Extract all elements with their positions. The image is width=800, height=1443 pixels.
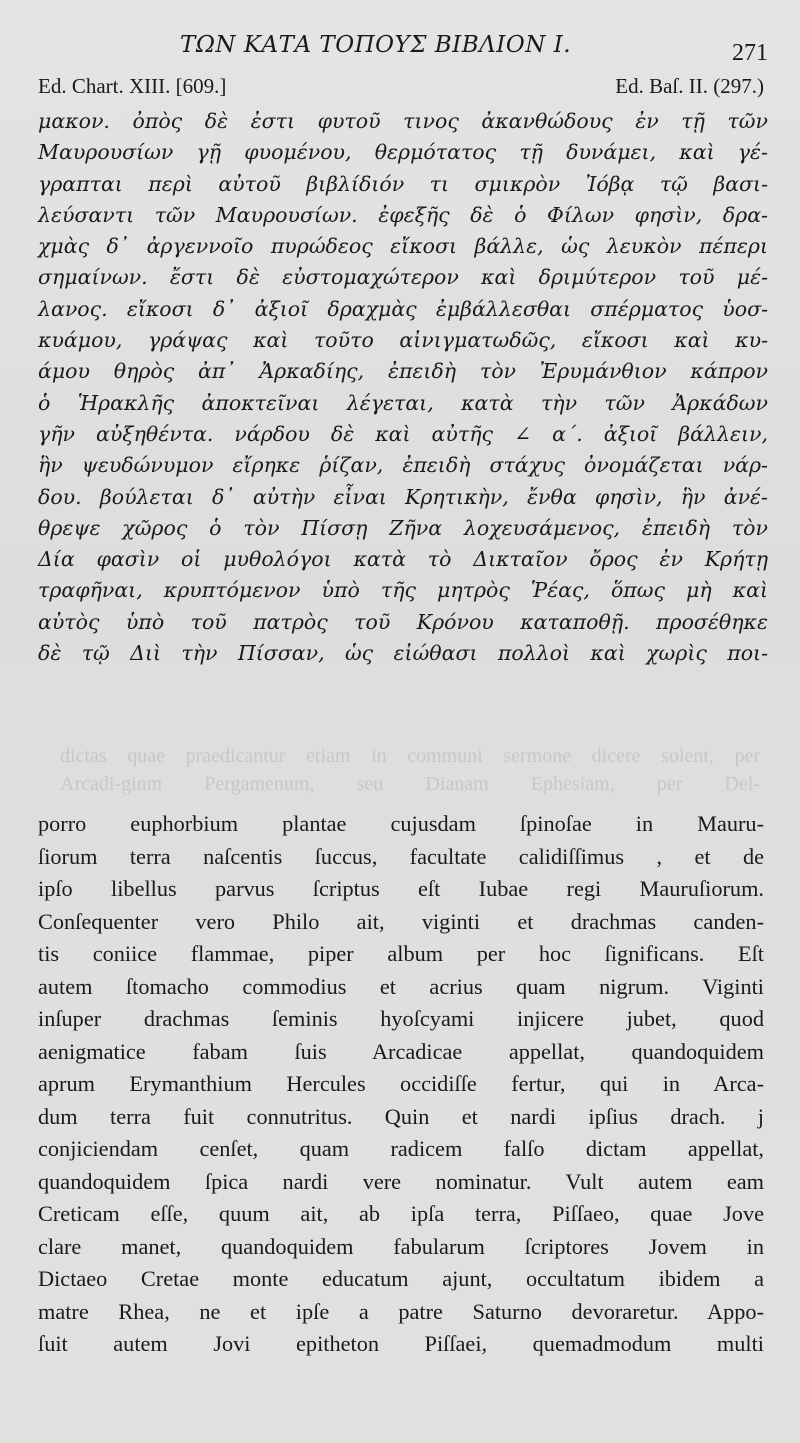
latin-line: ſiorum terra naſcentis ſuccus, facultate calidiſſimus , et de	[38, 843, 764, 869]
greek-line: λανος. εἴκοσι δ᾽ ἀξιοῖ δραχμὰς ἐμβάλλεσθαι σπέρματος ὑοσ-	[38, 296, 768, 321]
greek-line: Μαυρουσίων γῇ φυομένου, θερμότατος τῇ δυνάμει, καὶ γέ-	[38, 140, 768, 165]
greek-line: Δία φασὶν οἱ μυθολόγοι κατὰ τὸ Δικταῖον ὄρος ἐν Κρήτῃ	[38, 547, 768, 572]
greek-line: θρεψε χῶρος ὁ τὸν Πίσσῃ Ζῆνα λοχευσάμενος, ἐπειδὴ τὸν	[38, 515, 768, 540]
latin-line: conjiciendam cenſet, quam radicem falſo dictam appellat,	[38, 1136, 764, 1161]
latin-line: Conſequenter vero Philo ait, viginti et drachmas canden-	[38, 908, 764, 934]
greek-line: ἣν ψευδώνυμον εἴρηκε ῥίζαν, ἐπειδὴ στάχυς ὀνομάζεται νάρ-	[38, 453, 768, 478]
latin-text-block	[38, 808, 764, 1361]
latin-line: inſuper drachmas ſeminis hyoſcyami injicere jubet, quod	[38, 1006, 764, 1031]
greek-line: δὲ τῷ Διὶ τὴν Πίσσαν, ὡς εἰώθασι πολλοὶ καὶ χωρὶς ποι-	[38, 641, 768, 666]
latin-line: ipſo libellus parvus ſcriptus eſt Iubae regi Mauruſiorum.	[38, 876, 764, 901]
greek-line: άμου θηρὸς ἀπ᾽ Ἀρκαδίης, ἐπειδὴ τὸν Ἐρυμάνθιον κάπρον	[38, 359, 768, 384]
edition-references	[38, 74, 764, 102]
greek-line: κυάμου, γράψας καὶ τοῦτο αἰνιγματωδῶς, εἴκοσι καὶ κυ-	[38, 328, 768, 353]
latin-line: tis coniice flammae, piper album per hoc ſignificans. Eſt	[38, 941, 764, 966]
latin-line: aprum Erymanthium Hercules occidiſſe fertur, qui in Arca-	[38, 1071, 764, 1096]
greek-line: σημαίνων. ἔστι δὲ εὐστομαχώτερον καὶ δριμύτερον τοῦ μέ-	[38, 265, 768, 290]
latin-line: ſuit autem Jovi epitheton Piſſaei, quemadmodum multi	[38, 1331, 764, 1356]
show-through-line: dictas quae praedicantur etiam in communi sermone dicere solent, per	[60, 745, 760, 767]
latin-line: porro euphorbium plantae cujusdam ſpinoſae in Mauru-	[38, 811, 764, 836]
latin-line: autem ſtomacho commodius et acrius quam nigrum. Viginti	[38, 973, 764, 999]
edition-reference-left: Ed. Chart. XIII. [609.]	[38, 74, 227, 98]
greek-line: λεύσαντι τῶν Μαυρουσίων. ἐφεξῆς δὲ ὁ Φίλων φησὶν, δρα-	[38, 202, 768, 227]
show-through-line: Arcadi-ginm Pergamenum, seu Dianam Ephesiam, per Del-	[60, 773, 760, 795]
latin-line: aenigmatice fabam ſuis Arcadicae appellat, quandoquidem	[38, 1038, 764, 1064]
latin-line: matre Rhea, ne et ipſe a patre Saturno devoraretur. Appo-	[38, 1298, 764, 1324]
latin-line: Creticam eſſe, quum ait, ab ipſa terra, Piſſaeo, quae Jove	[38, 1201, 764, 1226]
greek-line: μακον. ὀπὸς δὲ ἐστι φυτοῦ τινος ἀκανθώδους ἐν τῇ τῶν	[38, 109, 768, 133]
running-title: ΤΩΝ ΚΑΤΑ ΤΟΠΟΥΣ ΒΙΒΛΙΟΝ Ι.	[180, 32, 572, 58]
edition-reference-right: Ed. Baſ. II. (297.)	[615, 74, 764, 98]
show-through-text	[60, 742, 760, 798]
greek-line: αὐτὸς ὑπὸ τοῦ πατρὸς τοῦ Κρόνου καταποθῇ. προσέθηκε	[38, 609, 768, 634]
greek-line: ὁ Ἡρακλῆς ἀποκτεῖναι λέγεται, κατὰ τὴν τῶν Ἀρκάδων	[38, 390, 768, 415]
running-head	[0, 30, 800, 66]
page-number: 271	[732, 40, 768, 66]
greek-line: χμὰς δ᾽ ἀργεννοῖο πυρώδεος εἴκοσι βάλλε, ὡς λευκὸν πέπερι	[38, 234, 768, 259]
latin-line: dum terra fuit connutritus. Quin et nardi ipſius drach. j	[38, 1103, 764, 1129]
greek-line: γραπται περὶ αὐτοῦ βιβλίδιόν τι σμικρὸν Ἰόβᾳ τῷ βασι-	[38, 171, 768, 196]
latin-line: clare manet, quandoquidem fabularum ſcriptores Jovem in	[38, 1233, 764, 1259]
greek-line: γῆν αὐξηθέντα. νάρδου δὲ καὶ αὐτῆς ∠ α΄. ἀξιοῖ βάλλειν,	[38, 421, 768, 446]
greek-line: τραφῆναι, κρυπτόμενον ὑπὸ τῆς μητρὸς Ῥέας, ὅπως μὴ καὶ	[38, 578, 768, 603]
latin-line: Dictaeo Cretae monte educatum ajunt, occultatum ibidem a	[38, 1266, 764, 1291]
greek-line: δου. βούλεται δ᾽ αὐτὴν εἶναι Κρητικὴν, ἔνθα φησὶν, ἣν ἀνέ-	[38, 484, 768, 509]
latin-line: quandoquidem ſpica nardi vere nominatur. Vult autem eam	[38, 1168, 764, 1194]
greek-text-block	[38, 106, 768, 669]
